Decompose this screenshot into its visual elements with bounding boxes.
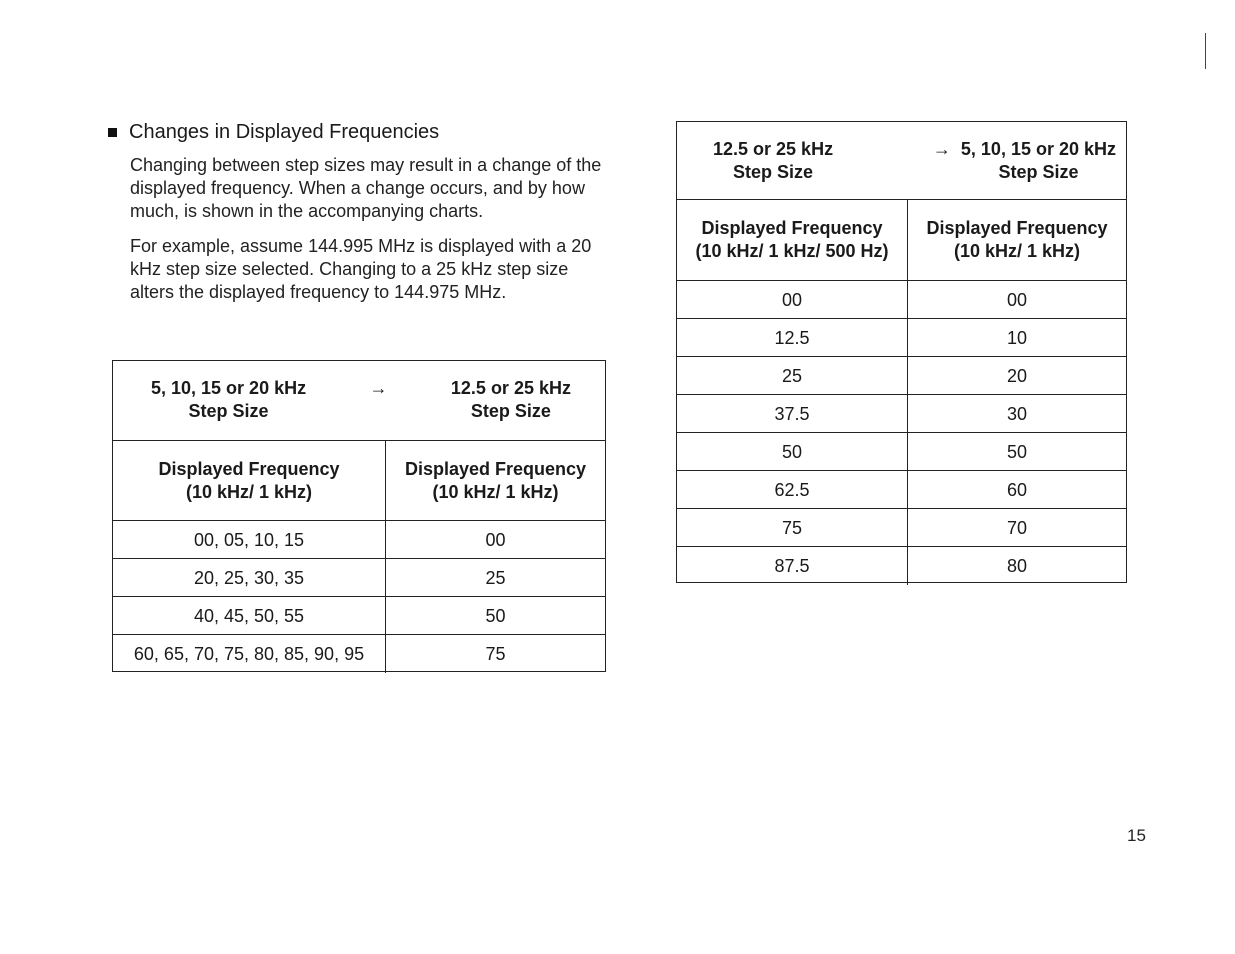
table-cell: 00 — [677, 281, 908, 318]
to-step-label: 5, 10, 15 or 20 kHz — [960, 139, 1116, 159]
column-header-2 — [908, 200, 1126, 280]
col-header-unit: (10 kHz/ 1 kHz) — [185, 481, 313, 502]
conversion-table-to-5-10-15-20 — [676, 121, 1127, 583]
column-headers — [113, 441, 605, 521]
col-header-unit: (10 kHz/ 1 kHz/ 500 Hz) — [695, 241, 889, 261]
to-step-sub: Step Size — [470, 401, 551, 421]
table-cell: 87.5 — [677, 547, 908, 585]
table-cell: 12.5 — [677, 319, 908, 356]
table-cell: 75 — [677, 509, 908, 546]
arrow-right-icon: → — [369, 378, 388, 398]
column-header-1 — [113, 441, 386, 520]
paragraph-example: For example, assume 144.995 MHz is displayed with a 20 kHz step size selected. Changing to a 25 kHz step size alters the displayed frequency to 144.975 MHz. — [130, 236, 592, 302]
column-header-2 — [386, 441, 605, 520]
table-cell: 40, 45, 50, 55 — [113, 597, 386, 634]
table-row — [677, 471, 1126, 509]
col-header-unit: (10 kHz/ 1 kHz) — [432, 481, 559, 502]
from-step-size — [713, 138, 833, 184]
to-step-sub: Step Size — [998, 162, 1079, 182]
col-header-text: Displayed Frequency — [701, 218, 883, 238]
col-header-text: Displayed Frequency — [926, 218, 1108, 238]
from-step-sub: Step Size — [733, 162, 814, 182]
table-cell: 00, 05, 10, 15 — [113, 521, 386, 558]
from-step-label: 12.5 or 25 kHz — [713, 139, 834, 159]
table-cell: 62.5 — [677, 471, 908, 508]
table-cell: 75 — [485, 644, 506, 664]
table-row — [113, 521, 605, 559]
table-cell: 10 — [1006, 327, 1028, 348]
table-cell: 80 — [1006, 556, 1028, 576]
square-bullet-icon — [108, 128, 117, 137]
section-title — [108, 118, 613, 146]
table-cell: 50 — [677, 433, 908, 470]
table-cell: 20 — [1006, 365, 1028, 386]
table-cell: 00 — [1006, 289, 1028, 310]
table-row — [677, 319, 1126, 357]
paragraph-intro: Changing between step sizes may result in a change of the displayed frequency. When a change occurs, and by how much, is shown in the accompanying charts. — [130, 155, 602, 221]
table-row — [677, 281, 1126, 319]
to-step-size — [961, 138, 1116, 184]
to-step-label: 12.5 or 25 kHz — [450, 378, 571, 398]
from-step-size — [151, 377, 306, 423]
corner-mark — [1205, 33, 1206, 69]
column-header-1 — [677, 200, 908, 280]
table-cell: 70 — [1006, 517, 1028, 538]
table-row — [113, 635, 605, 673]
table-cell: 25 — [677, 357, 908, 394]
table-cell: 25 — [485, 567, 506, 588]
col-header-unit: (10 kHz/ 1 kHz) — [953, 241, 1081, 261]
col-header-text: Displayed Frequency — [158, 458, 340, 479]
column-headers — [677, 200, 1126, 281]
conversion-table-to-12-5-25 — [112, 360, 606, 672]
table-cell: 60, 65, 70, 75, 80, 85, 90, 95 — [113, 635, 386, 673]
table-row — [677, 509, 1126, 547]
table-cell: 20, 25, 30, 35 — [113, 559, 386, 596]
section-title-text: Changes in Displayed Frequencies — [129, 121, 440, 143]
to-step-size — [451, 377, 571, 423]
table-row — [113, 597, 605, 635]
table-header — [113, 361, 605, 441]
table-row — [677, 357, 1126, 395]
from-step-label: 5, 10, 15 or 20 kHz — [151, 378, 307, 398]
table-cell: 50 — [1006, 441, 1028, 462]
table-row — [677, 547, 1126, 585]
section-changes-displayed-frequencies — [108, 118, 613, 316]
table-row — [677, 395, 1126, 433]
table-cell: 30 — [1006, 403, 1028, 424]
table-header — [677, 122, 1126, 200]
table-cell: 37.5 — [677, 395, 908, 432]
table-cell: 50 — [485, 605, 506, 626]
to-group — [933, 138, 1116, 184]
table-cell: 00 — [485, 529, 506, 550]
table-cell: 60 — [1006, 479, 1028, 500]
table-row — [113, 559, 605, 597]
col-header-text: Displayed Frequency — [404, 458, 587, 479]
arrow-right-icon: → — [932, 139, 951, 159]
page-number: 15 — [1127, 826, 1146, 845]
from-step-sub: Step Size — [188, 401, 269, 421]
table-row — [677, 433, 1126, 471]
